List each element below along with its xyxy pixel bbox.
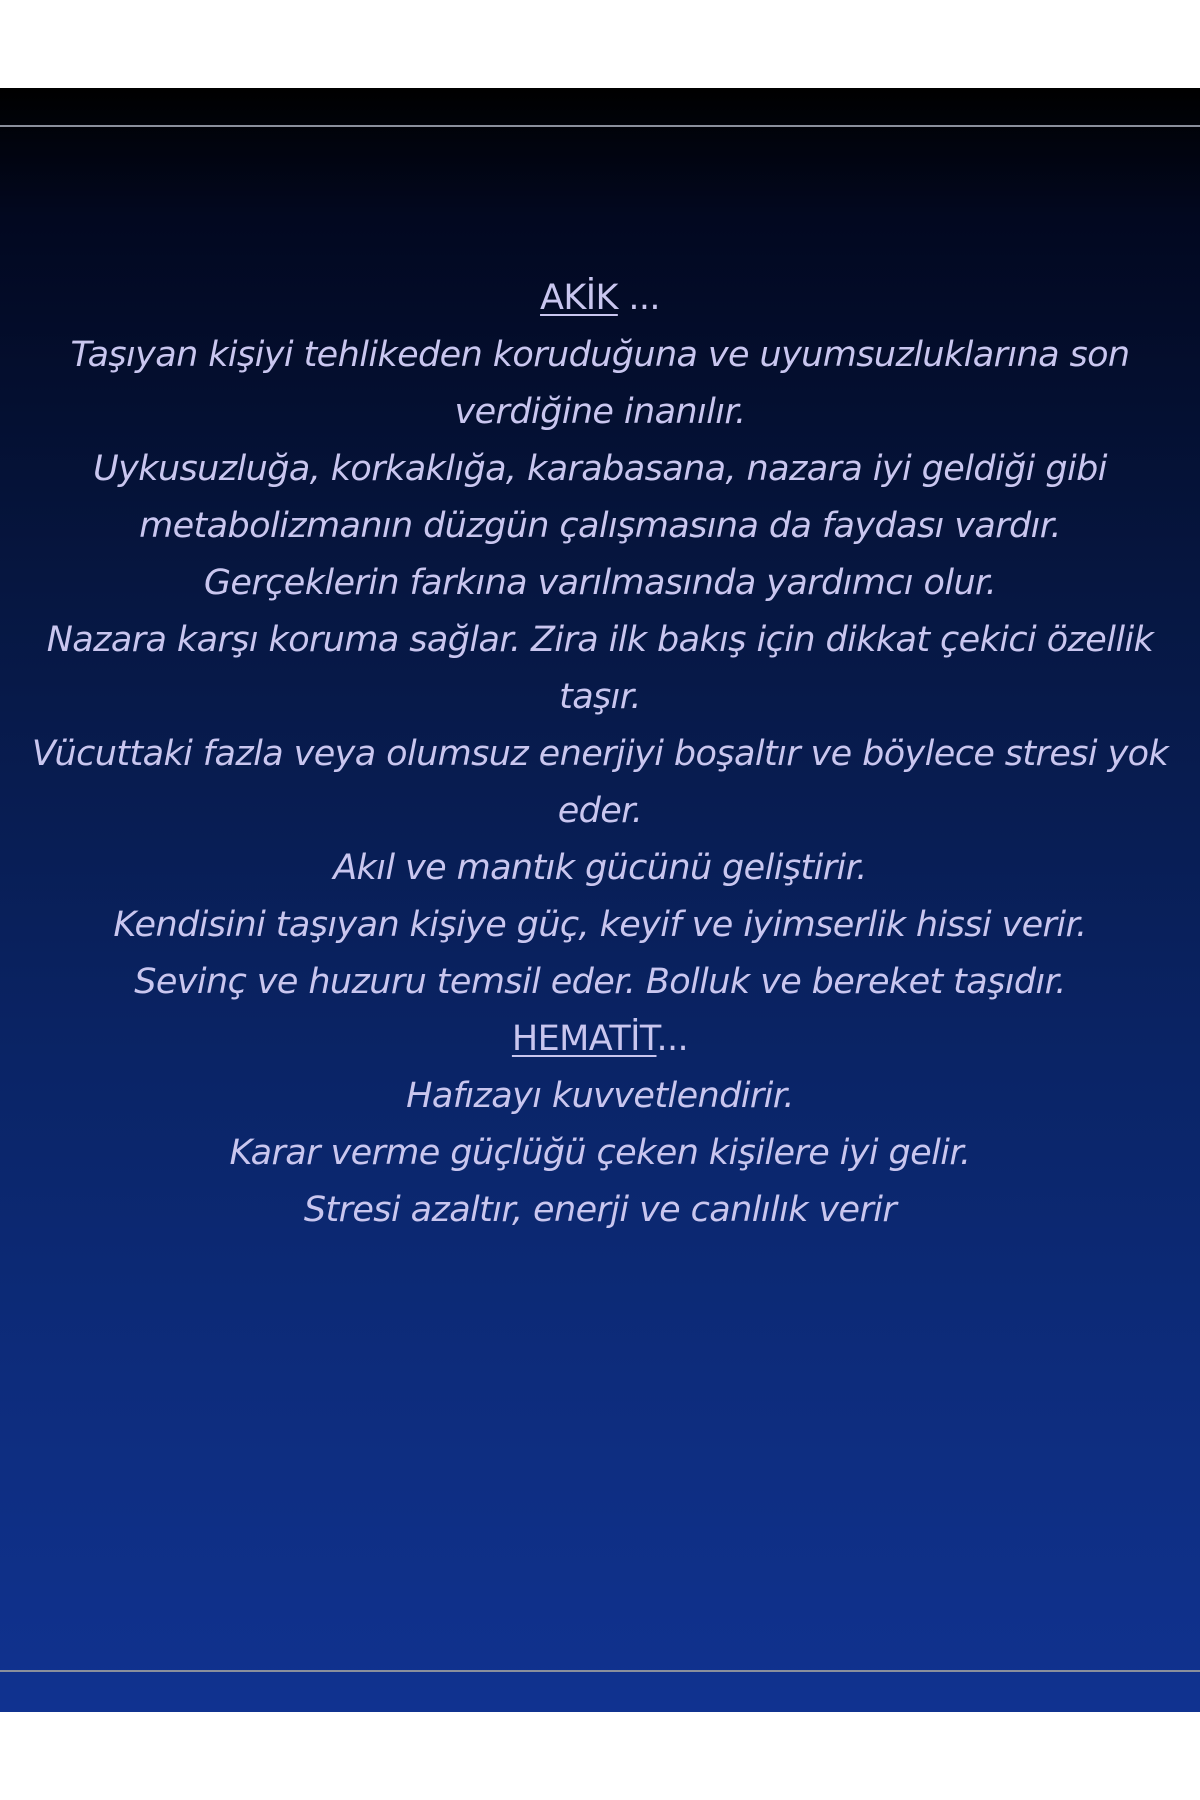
heading-text: AKİK: [540, 278, 618, 318]
heading-text: HEMATİT: [511, 1019, 657, 1059]
slide-content: [0, 270, 1200, 1239]
body-line: Vücuttaki fazla veya olumsuz enerjiyi boşaltır ve böylece stresi yok eder.: [31, 734, 1169, 831]
top-divider: [0, 125, 1200, 127]
bottom-divider: [0, 1670, 1200, 1672]
body-line: Uykusuzluğa, korkaklığa, karabasana, nazara iyi geldiği gibi metabolizmanın düzgün çalışmasına da faydası vardır.: [93, 449, 1107, 546]
body-line: Nazara karşı koruma sağlar. Zira ilk bakış için dikkat çekici özellik taşır.: [46, 620, 1154, 717]
body-line: Taşıyan kişiyi tehlikeden koruduğuna ve uyumsuzluklarına son verdiğine inanılır.: [70, 335, 1130, 432]
section-heading-akik: [0, 270, 1200, 327]
heading-suffix: ...: [656, 1019, 689, 1059]
body-line: Sevinç ve huzuru temsil eder. Bolluk ve bereket taşıdır.: [134, 962, 1066, 1002]
heading-suffix: ...: [617, 278, 660, 318]
body-line: Kendisini taşıyan kişiye güç, keyif ve iyimserlik hissi verir.: [113, 905, 1087, 945]
slide: [0, 88, 1200, 1712]
body-line: Akıl ve mantık gücünü geliştirir.: [333, 848, 867, 888]
body-line: Stresi azaltır, enerji ve canlılık verir: [303, 1190, 897, 1230]
body-line: Gerçeklerin farkına varılmasında yardımcı olur.: [203, 563, 997, 603]
body-line: Hafızayı kuvvetlendirir.: [406, 1076, 794, 1116]
body-line: Karar verme güçlüğü çeken kişilere iyi gelir.: [229, 1133, 971, 1173]
section-heading-hematit: [0, 1011, 1200, 1068]
